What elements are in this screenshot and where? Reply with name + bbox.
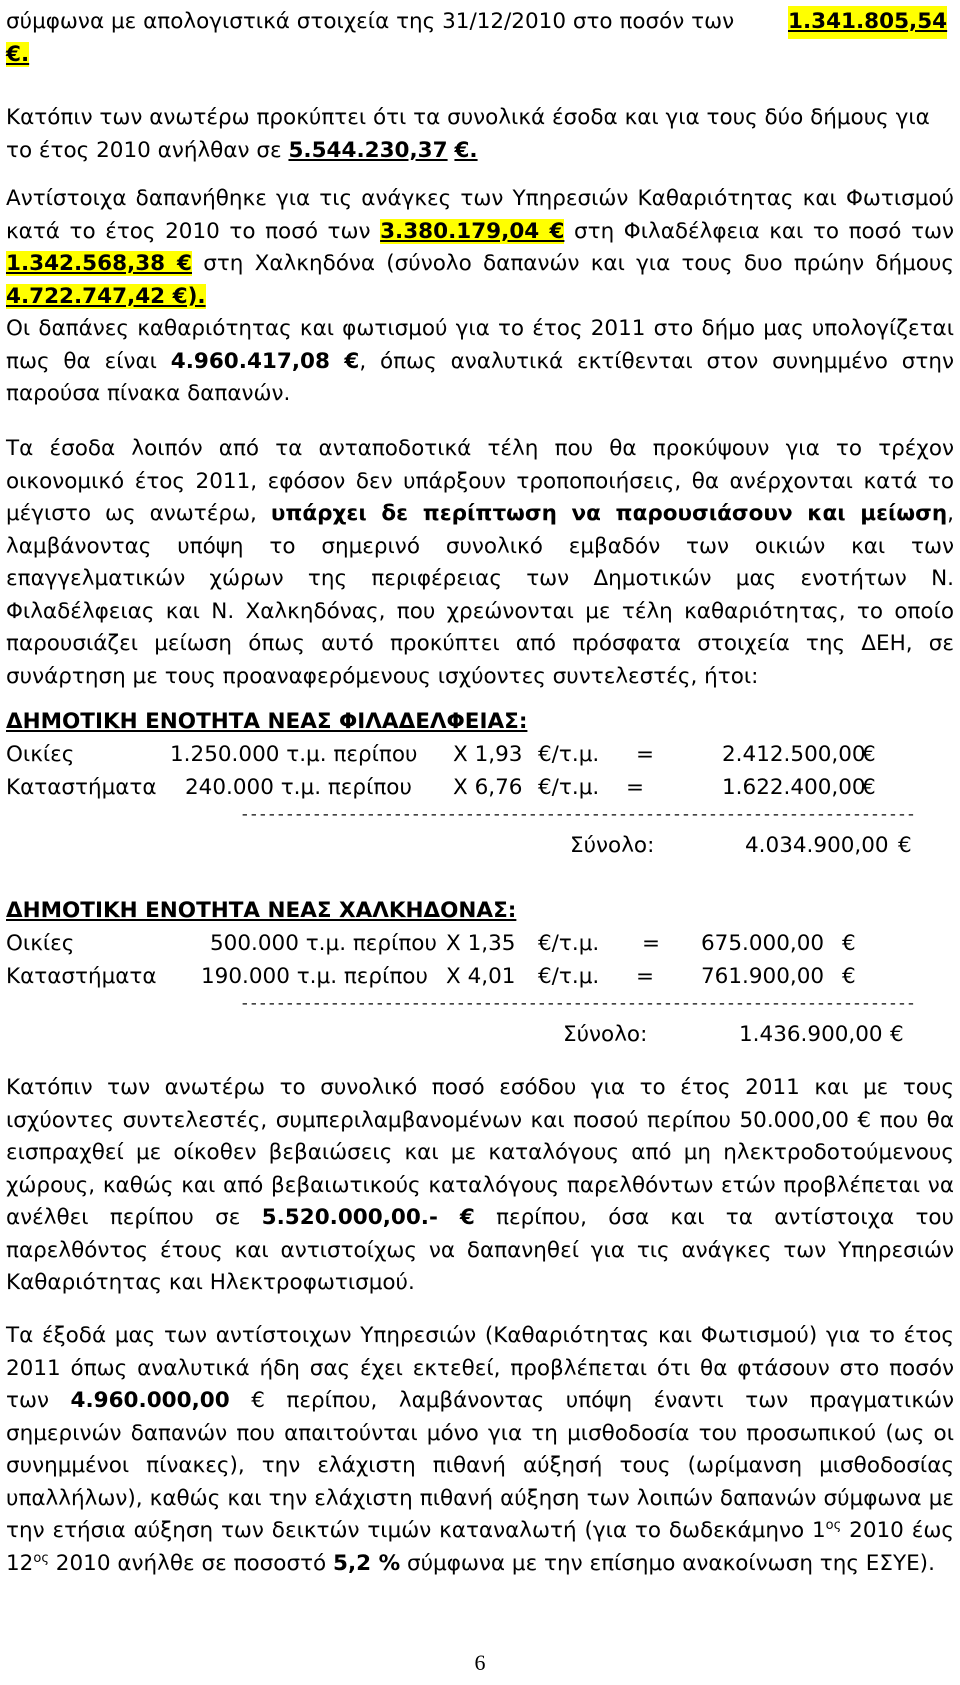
row-currency: € [842, 964, 856, 989]
bold-amount: 4.960.417,08 € [170, 348, 360, 374]
row-rate: Χ 4,01 [446, 964, 516, 989]
paragraph-text: στη Χαλκηδόνα (σύνολο δαπανών και για τους δυο πρώην δήμους [191, 251, 954, 276]
paragraph-total-revenue-2011 [6, 1072, 954, 1300]
paragraph-revenue-2011 [6, 433, 954, 693]
paragraph-text: , λαμβάνοντας υπόψη το σημερινό συνολικό εμβαδόν των οικιών και των επαγγελματικών χώρων της περιφέρειας των Δημοτικών μας ενοτήτων Ν. Φιλαδέλφειας και Ν. Χαλκηδόνας, που χρεώνονται με τέλη καθαριότητας, το οποίο παρουσιάζει μείωση όπως αυτό προκύπτει από πρόσφατα στοιχεία της ΔΕΗ, σε συνάρτηση με τους προαναφερόμενους ισχύοντες συντελεστές, ήτοι: [6, 501, 955, 689]
sum-divider: --------------------------------------------------------------------------- [240, 995, 916, 1013]
row-equals: = [626, 775, 645, 800]
highlighted-amount: 1.342.568,38 € [6, 251, 192, 276]
row-equals: = [636, 964, 655, 989]
superscript: ος [825, 1517, 842, 1533]
page-number: 6 [474, 1650, 486, 1675]
paragraph-text: 2010 έως 12 [6, 1518, 954, 1576]
row-currency: € [862, 742, 876, 767]
paragraph-text: 2010 ανήλθε σε ποσοστό [48, 1550, 333, 1576]
paragraph-text: σύμφωνα με απολογιστικά στοιχεία της 31/12/2010 στο ποσόν των [6, 9, 735, 34]
row-area: 1.250.000 τ.μ. περίπου [170, 742, 418, 767]
row-rate: Χ 1,35 [446, 931, 516, 956]
bold-statement: υπάρχει δε περίπτωση να παρουσιάσουν και μείωση [270, 501, 948, 526]
row-label-shops: Καταστήματα [6, 775, 157, 800]
section-heading-filadelfeia: ΔΗΜΟΤΙΚΗ ΕΝΟΤΗΤΑ ΝΕΑΣ ΦΙΛΑΔΕΛΦΕΙΑΣ: [6, 709, 528, 734]
row-unit: €/τ.μ. [538, 931, 600, 956]
row-total: 2.412.500,00 [722, 742, 866, 767]
bold-amount: 4.960.000,00 [70, 1388, 230, 1413]
highlighted-amount: 3.380.179,04 € [380, 218, 565, 244]
row-unit: €/τ.μ. [538, 742, 600, 767]
sum-currency: € [898, 833, 912, 858]
row-area: 500.000 τ.μ. περίπου [210, 931, 437, 956]
highlighted-amount: 4.722.747,42 €). [6, 283, 206, 309]
row-total: 1.622.400,00 [722, 775, 866, 800]
bold-percentage: 5,2 % [333, 1550, 401, 1576]
row-equals: = [642, 931, 661, 956]
paragraph-total-revenue-2010 [6, 102, 954, 167]
row-area: 190.000 τ.μ. περίπου [201, 964, 428, 989]
paragraph-expenses-2011 [6, 1320, 954, 1580]
row-label-homes: Οικίες [6, 931, 75, 956]
row-currency: € [862, 775, 876, 800]
row-rate: Χ 1,93 [453, 742, 523, 767]
paragraph-text: Τα έξοδά μας των αντίστοιχων Υπηρεσιών (Καθαριότητας και Φωτισμού) για το έτος 2011 όπως αναλυτικά ήδη σας έχει εκτεθεί, προβλέπεται ότι θα φτάσουν στο ποσόν των [6, 1323, 954, 1413]
row-equals: = [636, 742, 655, 767]
sum-currency: € [890, 1022, 904, 1047]
row-area: 240.000 τ.μ. περίπου [185, 775, 412, 800]
paragraph-text: Κατόπιν των ανωτέρω προκύπτει ότι τα συνολικά έσοδα και για τους δύο δήμους για το έτος 2010 ανήλθαν σε [6, 105, 930, 163]
bold-amount: 5.544.230,37 [288, 137, 448, 163]
superscript: ος [33, 1550, 49, 1566]
paragraph-text: Οι δαπάνες καθαριότητας και φωτισμού για το έτος 2011 στο δήμο μας υπολογίζεται πως θα είναι [6, 316, 954, 374]
paragraph-text: , όπως αναλυτικά εκτίθενται στον συνημμένο στην παρούσα πίνακα δαπανών. [6, 348, 954, 406]
row-unit: €/τ.μ. [538, 964, 600, 989]
sum-label: Σύνολο: [570, 833, 655, 858]
paragraph-text: Τα έσοδα λοιπόν από τα ανταποδοτικά τέλη που θα προκύψουν για το τρέχον οικονομικό έτος 2011, εφόσον δεν υπάρξουν τροποποιήσεις, θα ανέρχονται κατά το μέγιστο ως ανωτέρω, [6, 436, 954, 526]
paragraph-text: περίπου, όσα και τα αντίστοιχα του παρελθόντος έτους και αντιστοίχως να δαπανηθεί για τις ανάγκες των Υπηρεσιών Καθαριότητας και Ηλεκτροφωτισμού. [6, 1205, 954, 1295]
paragraph-text: Αντίστοιχα δαπανήθηκε για τις ανάγκες των Υπηρεσιών Καθαριότητας και Φωτισμού κατά το έτος 2010 το ποσό των [6, 186, 954, 244]
row-label-shops: Καταστήματα [6, 964, 157, 989]
row-currency: € [842, 931, 856, 956]
section-heading-chalkidona: ΔΗΜΟΤΙΚΗ ΕΝΟΤΗΤΑ ΝΕΑΣ ΧΑΛΚΗΔΟΝΑΣ: [6, 898, 517, 923]
paragraph-expenses-2010 [6, 183, 954, 411]
sum-divider: --------------------------------------------------------------------------- [240, 806, 916, 824]
row-label-homes: Οικίες [6, 742, 75, 767]
bold-currency: €. [454, 137, 478, 163]
sum-label: Σύνολο: [563, 1022, 648, 1047]
paragraph-text: Κατόπιν των ανωτέρω το συνολικό ποσό εσόδου για το έτος 2011 και με τους ισχύοντες συντελεστές, συμπεριλαμβανομένων και ποσού περίπου 50.000,00 € που θα εισπραχθεί με οίκοθεν βεβαιώσεις και με καταλόγους από μη ηλεκτροδοτούμενους χώρους, καθώς και από βεβαιωτικούς καταλόγους παρελθόντων ετών προβλέπεται να ανέλθει περίπου σε [6, 1075, 954, 1230]
row-total: 675.000,00 [701, 931, 825, 956]
row-total: 761.900,00 [701, 964, 825, 989]
sum-value: 1.436.900,00 [739, 1022, 883, 1047]
highlighted-amount: 1.341.805,54 [788, 6, 947, 39]
paragraph-revenue-continuation [6, 6, 954, 71]
paragraph-text: στη Φιλαδέλφεια και το ποσό των [564, 218, 954, 244]
row-unit: €/τ.μ. [538, 775, 600, 800]
paragraph-text: € περίπου, λαμβάνοντας υπόψη έναντι των πραγματικών σημερινών δαπανών που απαιτούνται μόνο για τη μισθοδοσία του προσωπικού (ως οι συνημμένοι πίνακες), την ελάχιστη πιθανή αύξησή τους (ωρίμανση μισθοδοσίας υπαλλήλων), καθώς και την ελάχιστη πιθανή αύξηση των λοιπών δαπανών σύμφωνα με την ετήσια αύξηση των δεικτών τιμών καταναλωτή (για το δωδεκάμηνο 1 [6, 1388, 954, 1543]
row-rate: Χ 6,76 [453, 775, 523, 800]
bold-amount: 5.520.000,00.- € [261, 1205, 475, 1230]
paragraph-text: σύμφωνα με την επίσημο ανακοίνωση της ΕΣΥΕ). [400, 1550, 935, 1576]
sum-value: 4.034.900,00 [745, 833, 889, 858]
highlighted-currency: €. [6, 41, 30, 67]
